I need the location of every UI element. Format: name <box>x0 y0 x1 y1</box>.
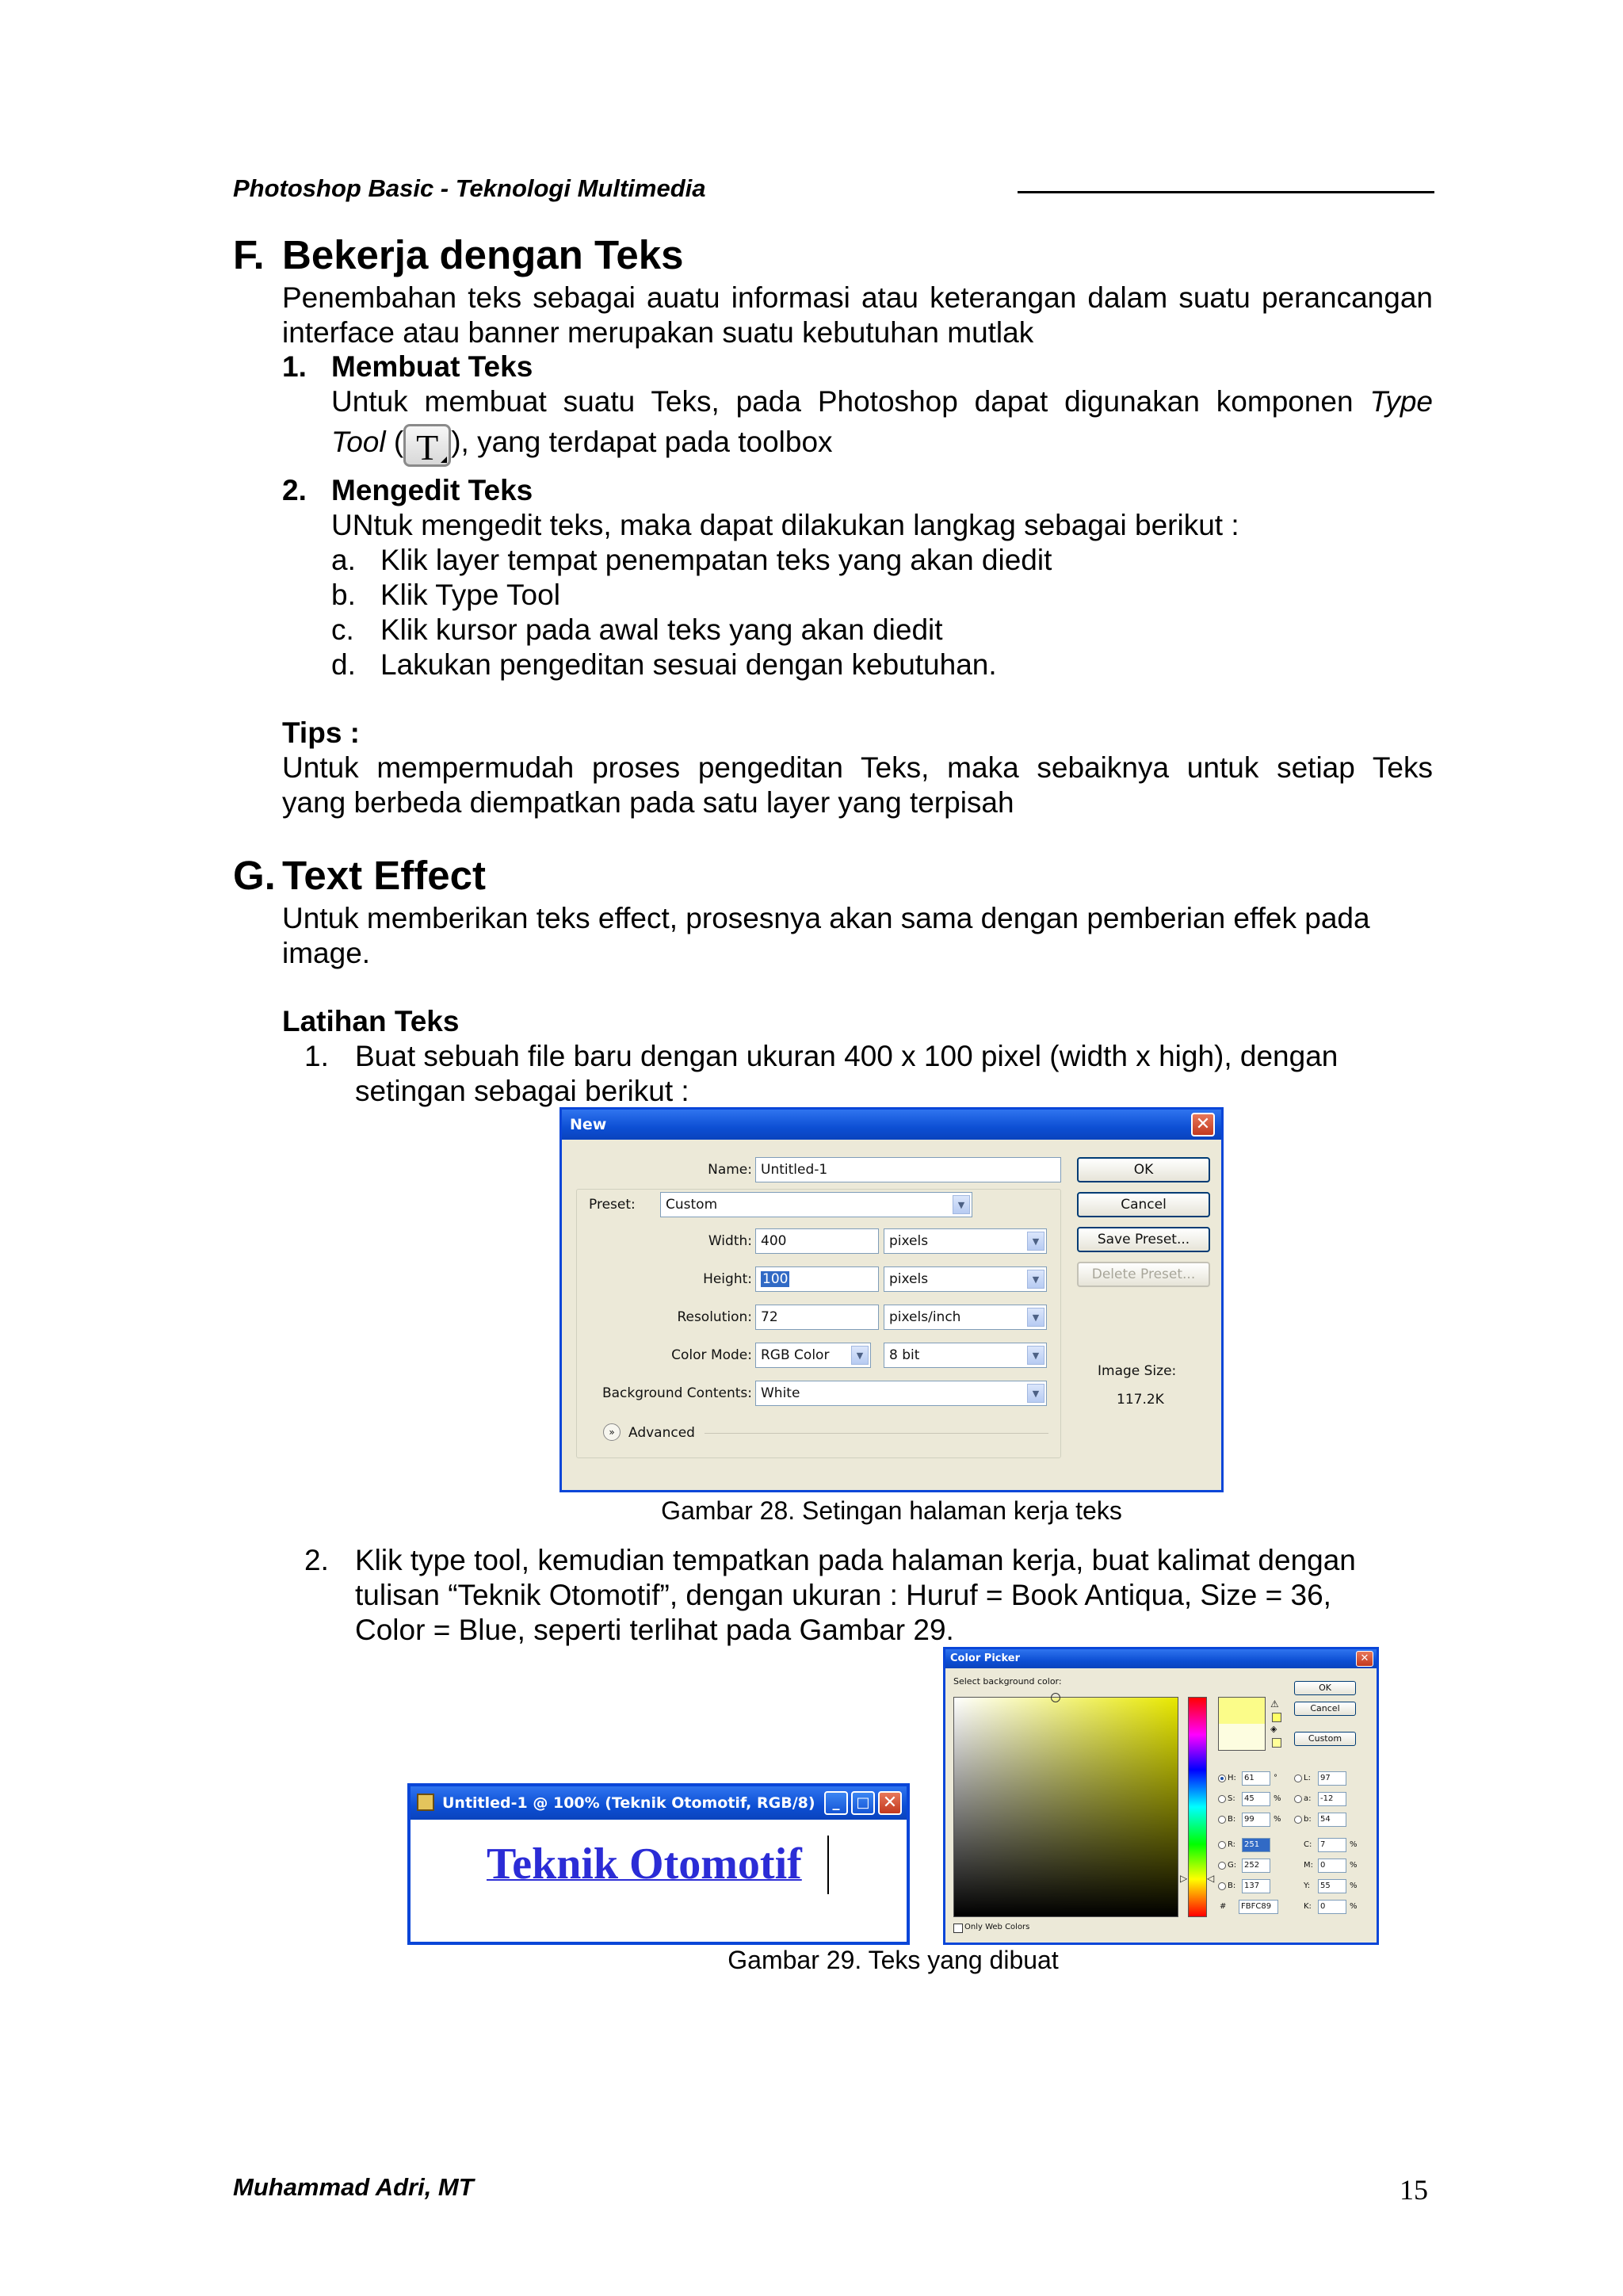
lab-b-label: b: <box>1304 1815 1312 1824</box>
background-contents-label: Background Contents: <box>601 1385 752 1401</box>
rgb-g-label: G: <box>1228 1861 1237 1870</box>
current-color-swatch <box>1218 1724 1266 1751</box>
tips-label: Tips : <box>282 716 360 749</box>
picker-ok-button[interactable]: OK <box>1294 1681 1356 1695</box>
cmyk-y-label: Y: <box>1304 1881 1311 1890</box>
item1-number: 1. <box>282 350 307 383</box>
cmyk-c-label: C: <box>1304 1840 1312 1849</box>
rgb-r-label: R: <box>1228 1840 1236 1849</box>
resolution-unit-select[interactable]: pixels/inch ▼ <box>884 1305 1047 1330</box>
type-word: Type <box>1369 385 1433 418</box>
hsb-s-unit: % <box>1274 1794 1281 1803</box>
document-titlebar: Untitled-1 @ 100% (Teknik Otomotif, RGB/8) <box>411 1786 907 1820</box>
minimize-button[interactable]: _ <box>824 1791 848 1815</box>
rgb-b-input[interactable]: 137 <box>1242 1879 1270 1893</box>
height-label: Height: <box>703 1271 752 1287</box>
only-web-colors-label[interactable]: Only Web Colors <box>964 1923 1030 1931</box>
rgb-b-radio[interactable] <box>1218 1882 1226 1890</box>
section-f-letter: F. <box>233 232 265 277</box>
section-g-heading <box>233 852 486 900</box>
teknik-otomotif-text[interactable]: Teknik Otomotif <box>487 1839 802 1889</box>
item2-heading <box>282 473 533 508</box>
hue-slider[interactable] <box>1188 1697 1207 1917</box>
color-picker-dialog <box>943 1647 1379 1945</box>
hsb-h-radio[interactable] <box>1218 1775 1226 1782</box>
lab-l-input[interactable]: 97 <box>1318 1771 1346 1786</box>
name-input[interactable]: Untitled-1 <box>755 1157 1061 1182</box>
lab-a-input[interactable]: -12 <box>1318 1792 1346 1806</box>
only-web-colors-checkbox[interactable] <box>953 1924 963 1933</box>
latihan-step1-line1: 1. Buat sebuah file baru dengan ukuran 400 x 100 pixel (width x high), dengan <box>304 1040 1338 1072</box>
cmyk-y-unit: % <box>1350 1881 1358 1890</box>
item2-number: 2. <box>282 474 307 506</box>
hsb-b-input[interactable]: 99 <box>1242 1813 1270 1827</box>
item1-line1: Untuk membuat suatu Teks, pada Photoshop dapat digunakan komponen Type <box>331 385 1433 418</box>
cmyk-y-input[interactable]: 55 <box>1318 1879 1346 1893</box>
hsb-b-radio[interactable] <box>1218 1816 1226 1824</box>
hsb-s-input[interactable]: 45 <box>1242 1792 1270 1806</box>
step-b: b. Klik Type Tool <box>331 579 560 611</box>
picker-cancel-button[interactable]: Cancel <box>1294 1702 1356 1716</box>
lab-b-input[interactable]: 54 <box>1318 1813 1346 1827</box>
section-g-letter: G. <box>233 853 276 898</box>
dialog-close-button[interactable]: ✕ <box>1191 1113 1215 1137</box>
gamut-swatch-icon[interactable] <box>1272 1713 1281 1722</box>
lab-a-label: a: <box>1304 1794 1312 1803</box>
step-c: c. Klik kursor pada awal teks yang akan diedit <box>331 613 943 646</box>
section-f-heading <box>233 231 683 279</box>
saturation-brightness-field[interactable] <box>953 1697 1178 1917</box>
preset-select[interactable]: Custom ▼ <box>660 1192 972 1217</box>
cmyk-m-unit: % <box>1350 1861 1358 1870</box>
hsb-b-label: B: <box>1228 1815 1236 1824</box>
cmyk-k-label: K: <box>1304 1902 1312 1911</box>
tool-word: Tool <box>331 426 386 458</box>
section-f-title: Bekerja dengan Teks <box>282 232 684 277</box>
document-close-button[interactable]: ✕ <box>878 1791 902 1815</box>
ok-button[interactable]: OK <box>1077 1157 1210 1182</box>
cmyk-k-unit: % <box>1350 1902 1358 1911</box>
cmyk-m-input[interactable]: 0 <box>1318 1859 1346 1873</box>
maximize-button[interactable]: □ <box>851 1791 875 1815</box>
rgb-r-input[interactable]: 251 <box>1242 1838 1270 1852</box>
web-safe-icon[interactable]: ◈ <box>1270 1724 1277 1734</box>
advanced-divider <box>705 1433 1048 1434</box>
cancel-button[interactable]: Cancel <box>1077 1192 1210 1217</box>
section-f-intro-line1: Penembahan teks sebagai auatu informasi atau keterangan dalam suatu perancangan <box>282 281 1433 314</box>
item1-heading <box>282 350 533 384</box>
tips-line1: Untuk mempermudah proses pengeditan Teks, maka sebaiknya untuk setiap Teks <box>282 751 1433 784</box>
color-picker-close-button[interactable]: ✕ <box>1356 1651 1373 1667</box>
advanced-toggle-icon[interactable]: » <box>603 1423 621 1441</box>
cmyk-m-label: M: <box>1304 1861 1313 1870</box>
width-label: Width: <box>708 1233 752 1249</box>
latihan-step1-line2: setingan sebagai berikut : <box>355 1075 689 1107</box>
item1-line2: Tool ( T ), yang terdapat pada toolbox <box>331 426 833 468</box>
page-number: 15 <box>1400 2174 1428 2206</box>
new-color-swatch <box>1218 1697 1266 1724</box>
item2-title: Mengedit Teks <box>331 474 533 506</box>
height-unit-select[interactable]: pixels ▼ <box>884 1266 1047 1292</box>
rgb-g-input[interactable]: 252 <box>1242 1859 1270 1873</box>
resolution-input[interactable]: 72 <box>755 1305 879 1330</box>
latihan-step2-line1: 2. Klik type tool, kemudian tempatkan pada halaman kerja, buat kalimat dengan <box>304 1544 1356 1576</box>
hsb-h-unit: ° <box>1274 1774 1277 1782</box>
color-picker-titlebar: Color Picker <box>945 1649 1377 1668</box>
photoshop-document-icon <box>417 1794 434 1811</box>
rgb-r-radio[interactable] <box>1218 1841 1226 1849</box>
hsb-h-input[interactable]: 61 <box>1242 1771 1270 1786</box>
save-preset-button[interactable]: Save Preset... <box>1077 1227 1210 1252</box>
cmyk-k-input[interactable]: 0 <box>1318 1900 1346 1914</box>
hsb-s-label: S: <box>1228 1794 1235 1803</box>
caption-figure-29: Gambar 29. Teks yang dibuat <box>727 1946 1059 1974</box>
name-label: Name: <box>708 1162 752 1178</box>
lab-l-radio[interactable] <box>1294 1775 1302 1782</box>
web-safe-swatch-icon[interactable] <box>1272 1738 1281 1748</box>
picker-custom-button[interactable]: Custom <box>1294 1732 1356 1746</box>
hsb-s-radio[interactable] <box>1218 1795 1226 1803</box>
advanced-label[interactable]: Advanced <box>628 1425 695 1441</box>
running-header: Photoshop Basic - Teknologi Multimedia <box>233 174 706 202</box>
dialog-titlebar: New <box>562 1110 1221 1140</box>
cmyk-c-unit: % <box>1350 1840 1358 1849</box>
delete-preset-button[interactable]: Delete Preset... <box>1077 1262 1210 1287</box>
text-cursor <box>827 1836 829 1894</box>
hsb-h-label: H: <box>1228 1774 1236 1782</box>
lab-b-radio[interactable] <box>1294 1816 1302 1824</box>
hsb-b-unit: % <box>1274 1815 1281 1824</box>
section-g-line2: image. <box>282 937 371 969</box>
cmyk-c-input[interactable]: 7 <box>1318 1838 1346 1852</box>
item2-intro: UNtuk mengedit teks, maka dapat dilakukan langkag sebagai berikut : <box>331 509 1239 541</box>
image-size-value: 117.2K <box>1117 1392 1164 1408</box>
width-unit-select[interactable]: pixels ▼ <box>884 1228 1047 1254</box>
document-window <box>407 1783 910 1945</box>
hex-label: # <box>1220 1902 1227 1911</box>
caption-figure-28: Gambar 28. Setingan halaman kerja teks <box>661 1496 1122 1525</box>
item1-title: Membuat Teks <box>331 350 533 383</box>
hue-slider-arrow-right[interactable]: ◁ <box>1207 1873 1215 1884</box>
image-size-label: Image Size: <box>1098 1363 1177 1379</box>
latihan-step2-line3: Color = Blue, seperti terlihat pada Gambar 29. <box>355 1614 954 1646</box>
bit-depth-select[interactable]: 8 bit ▼ <box>884 1343 1047 1368</box>
height-input[interactable]: 100 <box>755 1266 879 1292</box>
color-field-marker[interactable] <box>1051 1693 1060 1702</box>
lab-l-label: L: <box>1304 1774 1311 1782</box>
hex-input[interactable]: FBFC89 <box>1239 1900 1278 1914</box>
hue-slider-arrow-left[interactable]: ▷ <box>1180 1873 1188 1884</box>
latihan-step2-line2: tulisan “Teknik Otomotif”, dengan ukuran : Huruf = Book Antiqua, Size = 36, <box>355 1579 1331 1611</box>
header-rule <box>1018 191 1434 193</box>
color-mode-select[interactable]: RGB Color ▼ <box>755 1343 871 1368</box>
select-color-prompt: Select background color: <box>953 1676 1062 1687</box>
background-contents-select[interactable]: White ▼ <box>755 1381 1047 1406</box>
lab-a-radio[interactable] <box>1294 1795 1302 1803</box>
color-mode-label: Color Mode: <box>671 1347 752 1363</box>
gamut-warning-icon[interactable]: ⚠ <box>1270 1698 1279 1710</box>
preset-label: Preset: <box>586 1197 639 1213</box>
section-g-line1: Untuk memberikan teks effect, prosesnya akan sama dengan pemberian effek pada <box>282 902 1370 934</box>
new-document-dialog <box>559 1107 1224 1492</box>
resolution-label: Resolution: <box>677 1309 752 1325</box>
footer-author: Muhammad Adri, MT <box>233 2173 474 2201</box>
step-a: a. Klik layer tempat penempatan teks yang akan diedit <box>331 544 1052 576</box>
step-d: d. Lakukan pengeditan sesuai dengan kebutuhan. <box>331 648 997 681</box>
rgb-b-label: B: <box>1228 1881 1236 1890</box>
type-tool-icon: T <box>403 424 451 467</box>
tips-line2: yang berbeda diempatkan pada satu layer yang terpisah <box>282 786 1014 819</box>
section-g-title: Text Effect <box>282 853 486 898</box>
width-input[interactable]: 400 <box>755 1228 879 1254</box>
section-f-intro-line2: interface atau banner merupakan suatu kebutuhan mutlak <box>282 316 1034 349</box>
rgb-g-radio[interactable] <box>1218 1862 1226 1870</box>
latihan-title: Latihan Teks <box>282 1005 460 1037</box>
